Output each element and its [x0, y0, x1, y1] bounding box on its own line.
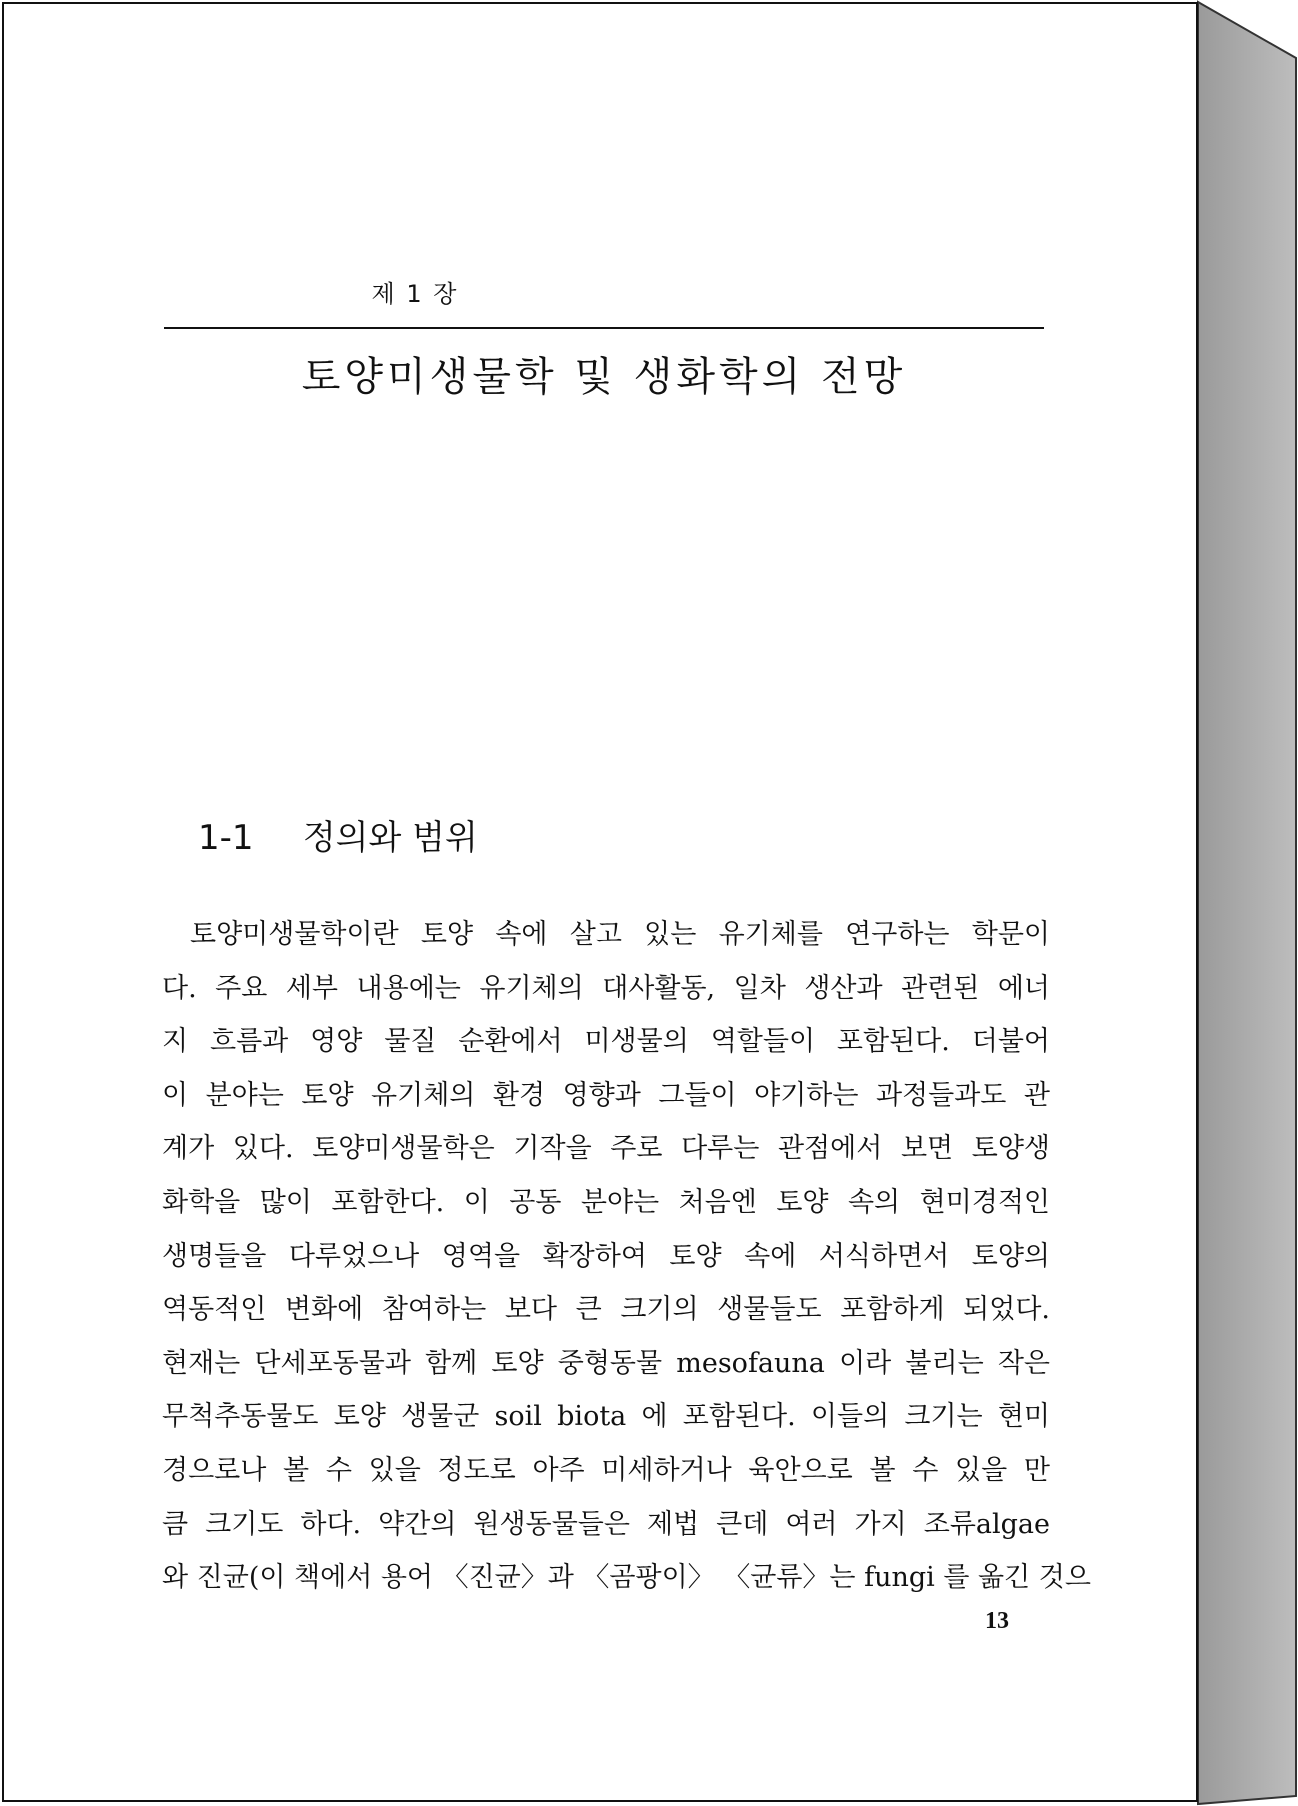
- section-number: 1-1: [198, 818, 254, 858]
- body-line: 계가 있다. 토양미생물학은 기작을 주로 다루는 관점에서 보면 토양생: [162, 1133, 1050, 1165]
- chapter-divider: [164, 327, 1044, 329]
- body-line: 와 진균(이 책에서 용어 〈진균〉과 〈곰팡이〉 〈균류〉는 fungi 를 옮긴 것으: [162, 1562, 1091, 1594]
- body-line: 큼 크기도 하다. 약간의 원생동물들은 제법 큰데 여러 가지 조류algae: [162, 1508, 1050, 1540]
- body-line: 이 분야는 토양 유기체의 환경 영향과 그들이 야기하는 과정들과도 관: [162, 1079, 1050, 1111]
- chapter-title: 토양미생물학 및 생화학의 전망: [301, 354, 907, 400]
- body-line: 화학을 많이 포함한다. 이 공동 분야는 처음엔 토양 속의 현미경적인: [162, 1186, 1050, 1218]
- body-line: 지 흐름과 영양 물질 순환에서 미생물의 역할들이 포함된다. 더불어: [162, 1026, 1050, 1058]
- body-line: 다. 주요 세부 내용에는 유기체의 대사활동, 일차 생산과 관련된 에너: [162, 972, 1050, 1004]
- body-line: 생명들을 다루었으나 영역을 확장하여 토양 속에 서식하면서 토양의: [162, 1240, 1050, 1272]
- page-number: 13: [985, 1608, 1009, 1634]
- body-line: 토양미생물학이란 토양 속에 살고 있는 유기체를 연구하는 학문이: [190, 919, 1050, 950]
- body-line: 현재는 단세포동물과 함께 토양 중형동물 mesofauna 이라 불리는 작은: [162, 1347, 1050, 1379]
- section-heading: [198, 810, 478, 859]
- chapter-label: 제 1 장: [371, 280, 459, 308]
- body-line: 역동적인 변화에 참여하는 보다 큰 크기의 생물들도 포함하게 되었다.: [162, 1294, 1050, 1326]
- body-line: 경으로나 볼 수 있을 정도로 아주 미세하거나 육안으로 볼 수 있을 만: [162, 1454, 1050, 1486]
- body-line: 무척추동물도 토양 생물군 soil biota 에 포함된다. 이들의 크기는 현미: [162, 1401, 1050, 1433]
- section-title: 정의와 범위: [302, 818, 478, 858]
- body-paragraph: [162, 908, 1091, 1605]
